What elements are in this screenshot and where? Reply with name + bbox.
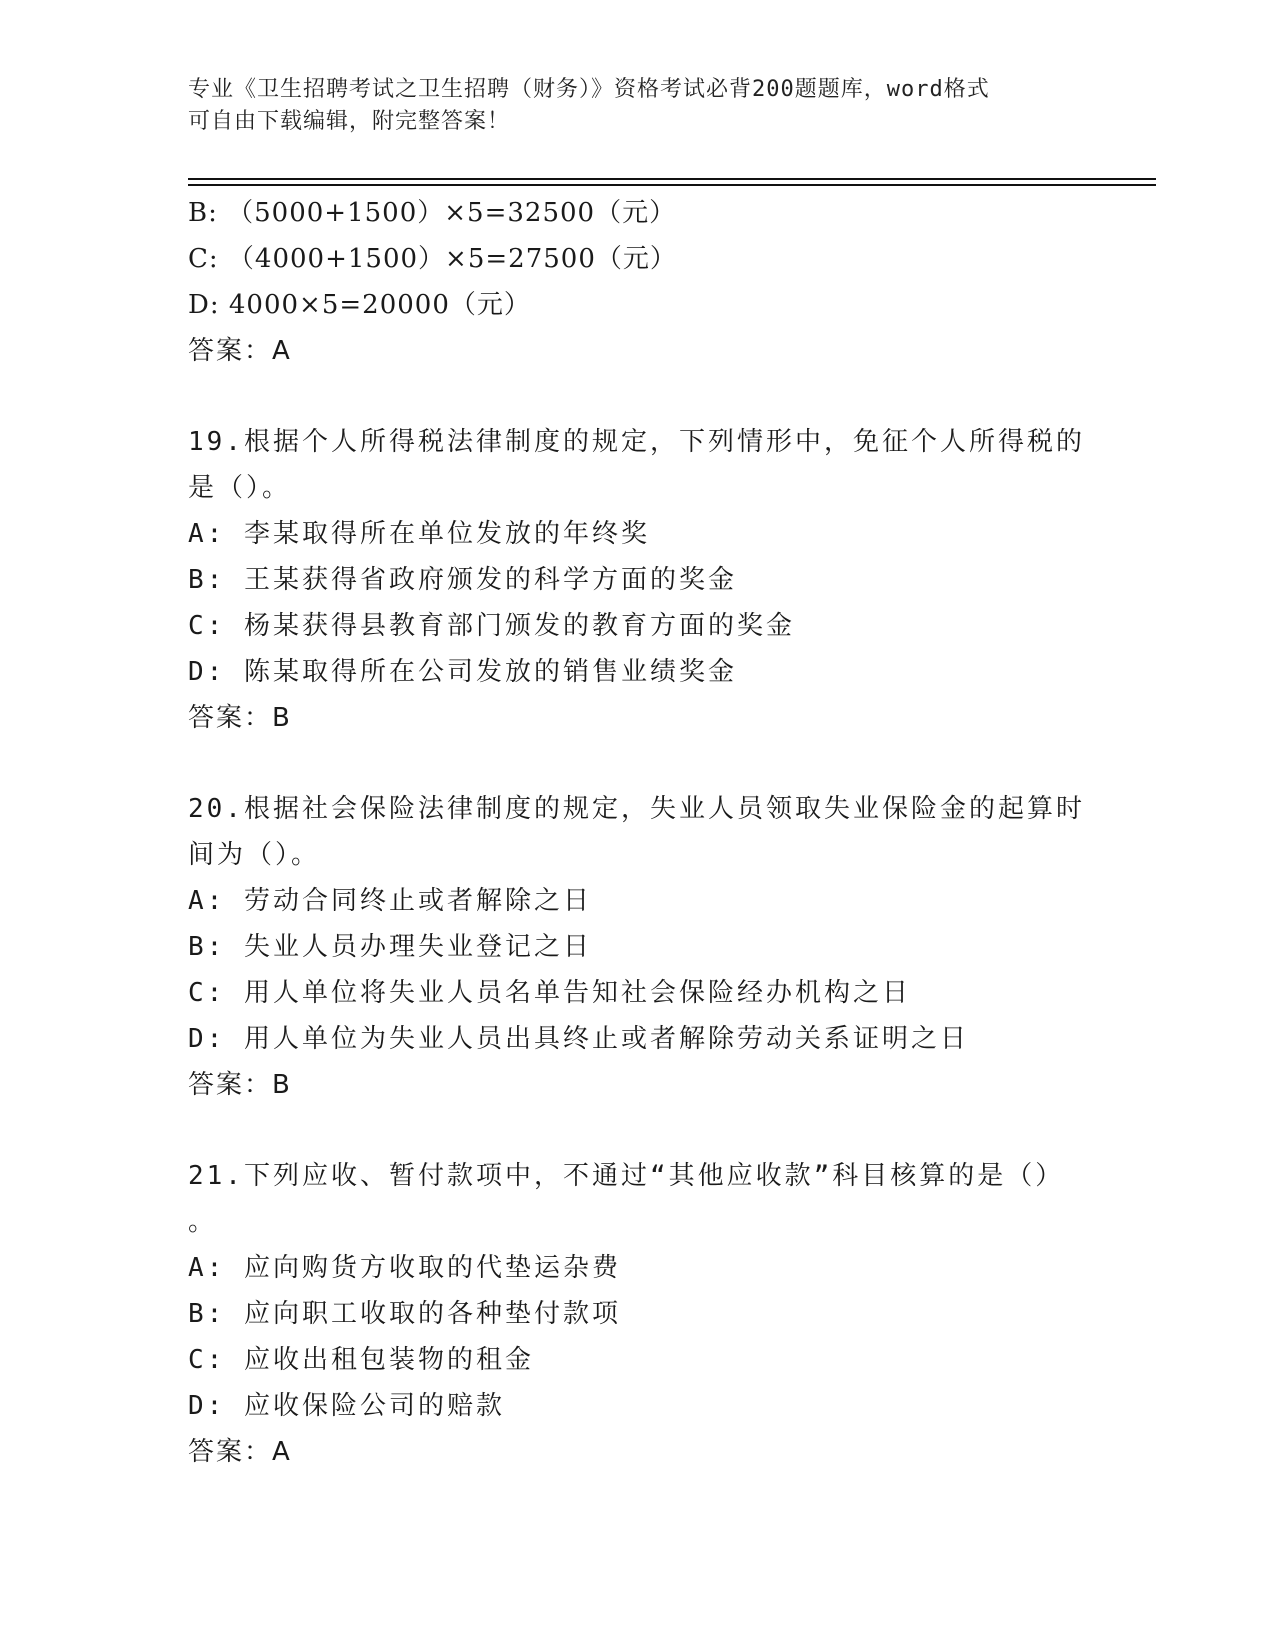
q21-option-a: A: 应向购货方收取的代垫运杂费 (188, 1253, 621, 1283)
header-rule-top (188, 178, 1156, 180)
document-body (188, 190, 1088, 1475)
q21-stem-line-1: 21.下列应收、暂付款项中，不通过“其他应收款”科目核算的是（） (188, 1161, 1065, 1191)
q19-stem-line-2: 是（）。 (188, 473, 292, 503)
q20-option-a: A: 劳动合同终止或者解除之日 (188, 886, 592, 916)
q19-answer: 答案：B (188, 703, 292, 733)
q21-option-b: B: 应向职工收取的各种垫付款项 (188, 1299, 621, 1329)
q18-option-c: C: （4000+1500）×5=27500（元） (188, 244, 677, 274)
question-18-tail (188, 190, 1088, 374)
question-20 (188, 786, 1088, 1108)
q19-stem-line-1: 19.根据个人所得税法律制度的规定，下列情形中，免征个人所得税的 (188, 427, 1085, 457)
q19-option-d: D: 陈某取得所在公司发放的销售业绩奖金 (188, 657, 737, 687)
header-line-1: 专业《卫生招聘考试之卫生招聘（财务）》资格考试必背200题题库，word格式 (188, 77, 990, 102)
q18-option-b: B: （5000+1500）×5=32500（元） (188, 198, 677, 228)
q21-option-c: C: 应收出租包装物的租金 (188, 1345, 534, 1375)
q19-option-a: A: 李某取得所在单位发放的年终奖 (188, 519, 650, 549)
header-rule-bottom (188, 184, 1156, 186)
q18-option-d: D: 4000×5=20000（元） (188, 290, 531, 320)
document-header (188, 74, 1068, 138)
q20-option-d: D: 用人单位为失业人员出具终止或者解除劳动关系证明之日 (188, 1024, 969, 1054)
question-21 (188, 1153, 1088, 1475)
q21-stem-line-2: 。 (188, 1207, 218, 1237)
q20-answer: 答案：B (188, 1070, 292, 1100)
q21-answer: 答案：A (188, 1437, 292, 1467)
q19-option-c: C: 杨某获得县教育部门颁发的教育方面的奖金 (188, 611, 795, 641)
header-line-2: 可自由下载编辑，附完整答案！ (188, 109, 511, 134)
q20-option-c: C: 用人单位将失业人员名单告知社会保险经办机构之日 (188, 978, 911, 1008)
q20-option-b: B: 失业人员办理失业登记之日 (188, 932, 592, 962)
q21-option-d: D: 应收保险公司的赔款 (188, 1391, 505, 1421)
q20-stem-line-1: 20.根据社会保险法律制度的规定，失业人员领取失业保险金的起算时 (188, 794, 1085, 824)
question-19 (188, 419, 1088, 741)
q19-option-b: B: 王某获得省政府颁发的科学方面的奖金 (188, 565, 737, 595)
q20-stem-line-2: 间为（）。 (188, 840, 321, 870)
q18-answer: 答案：A (188, 336, 292, 366)
